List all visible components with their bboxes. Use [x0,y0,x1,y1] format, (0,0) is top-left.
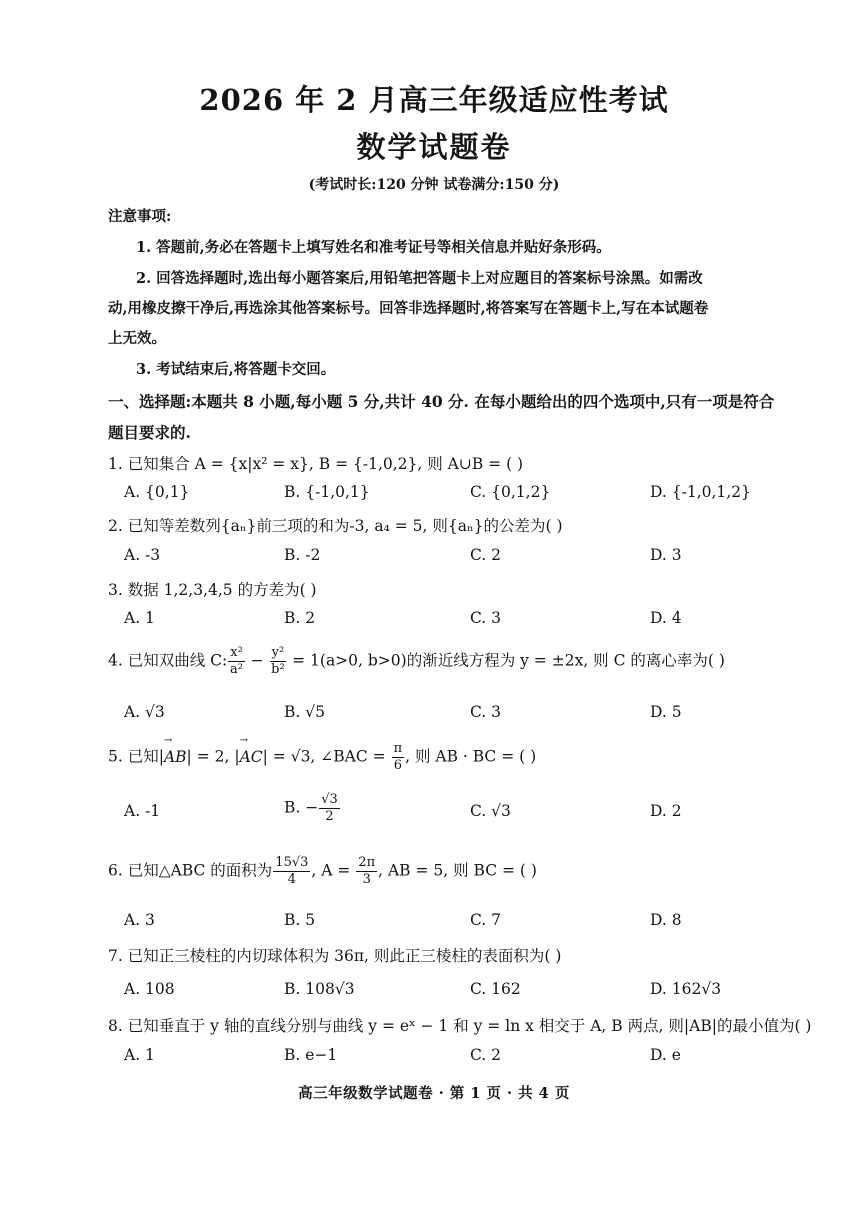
q6-frac2-den: 3 [362,872,371,887]
q3-option-a: A. 1 [124,609,155,627]
question-3-options [124,609,744,631]
q1-option-d: D. {-1,0,1,2} [650,483,751,501]
question-3-stem: 3. 数据 1,2,3,4,5 的方差为( ) [108,581,317,599]
question-2-stem: 2. 已知等差数列{aₙ}前三项的和为-3, a₄ = 5, 则{aₙ}的公差为( ) [108,517,563,535]
question-1-stem: 1. 已知集合 A = {x|x² = x}, B = {-1,0,2}, 则 A∪B = ( ) [108,455,524,473]
q5-vector-ab: → AB [164,748,187,766]
exam-subject: 数学试题卷 [356,130,512,164]
question-7-stem: 7. 已知正三棱柱的内切球体积为 36π, 则此正三棱柱的表面积为( ) [108,947,562,965]
q5-vector-ac: → AC [240,748,263,766]
q8-option-b: B. e−1 [284,1046,338,1064]
q5-option-b-num: √3 [321,792,338,807]
q4-frac2-den: b² [271,662,285,677]
q6-fraction-area [273,855,310,888]
q5-mid2: | = √3, ∠BAC = [262,747,391,766]
question-6-stem [108,855,537,888]
q7-option-a: A. 108 [124,980,175,998]
q2-option-c: C. 2 [470,546,502,564]
q7-option-d: D. 162√3 [650,980,722,998]
q4-minus: − [245,651,269,670]
q5-option-d: D. 2 [650,802,682,820]
question-7-options [124,980,744,1002]
q7-option-c: C. 162 [470,980,521,998]
section-heading-line-1: 一、选择题:本题共 8 小题,每小题 5 分,共计 40 分. 在每小题给出的四个选项中,只有一项是符合 [108,392,775,411]
q4-stem-post: = 1(a>0, b>0)的渐近线方程为 y = ±2x, 则 C 的离心率为( ) [287,651,725,670]
q5-option-c: C. √3 [470,802,511,820]
q2-option-a: A. -3 [124,546,161,564]
q5-frac-num: π [393,741,403,756]
q8-option-a: A. 1 [124,1046,155,1064]
question-8-options [124,1046,744,1068]
question-4-stem [108,645,725,678]
q7-option-b: B. 108√3 [284,980,355,998]
q5-option-b-fraction [319,792,340,825]
page-footer: 高三年级数学试题卷 · 第 1 页 · 共 4 页 [298,1085,570,1102]
q5-frac-den: 6 [393,758,402,773]
q5-option-b-pre: B. − [284,798,319,817]
question-8-stem: 8. 已知垂直于 y 轴的直线分别与曲线 y = eˣ − 1 和 y = ln x 相交于 A, B 两点, 则|AB|的最小值为( ) [108,1017,812,1035]
exam-info: (考试时长:120 分钟 试卷满分:150 分) [308,177,560,193]
q5-option-b-den: 2 [325,809,334,824]
q4-frac1-den: a² [230,662,243,677]
notice-heading: 注意事项: [108,208,172,225]
q4-option-d: D. 5 [650,703,682,721]
q4-frac1-num: x² [230,645,243,660]
q3-option-c: C. 3 [470,609,502,627]
q6-stem-post: , AB = 5, 则 BC = ( ) [378,861,537,880]
question-5-stem [108,741,536,774]
q8-option-d: D. e [650,1046,681,1064]
q5-stem-pre: 5. 已知| [108,747,164,766]
notice-item-3: 3. 考试结束后,将答题卡交回。 [136,361,336,378]
q4-option-c: C. 3 [470,703,502,721]
question-1-options [124,483,751,505]
question-4-options [124,703,744,725]
q4-frac2-num: y² [271,645,285,660]
q6-option-b: B. 5 [284,911,316,929]
question-6-options [124,911,744,933]
q5-option-b [284,792,341,825]
q6-mid: , A = [311,861,356,880]
q6-option-d: D. 8 [650,911,682,929]
q1-option-a: A. {0,1} [124,483,190,501]
q4-fraction-y [270,645,287,678]
q6-fraction-angle [356,855,377,888]
q4-option-a: A. √3 [124,703,165,721]
notice-item-2-line-2: 动,用橡皮擦干净后,再选涂其他答案标号。回答非选择题时,将答案写在答题卡上,写在本试题卷 [108,300,709,317]
question-5-options [124,792,744,824]
q6-frac2-num: 2π [358,855,376,870]
notice-item-2-line-3: 上无效。 [108,330,166,347]
q8-option-c: C. 2 [470,1046,502,1064]
notice-item-1: 1. 答题前,务必在答题卡上填写姓名和准考证号等相关信息并贴好条形码。 [136,239,611,256]
q5-mid1: | = 2, | [186,747,240,766]
section-heading-line-2: 题目要求的. [108,423,191,442]
q3-option-b: B. 2 [284,609,316,627]
q5-option-a: A. -1 [124,802,161,820]
q1-option-c: C. {0,1,2} [470,483,551,501]
q6-frac1-den: 4 [287,872,296,887]
q4-stem-pre: 4. 已知双曲线 C: [108,651,228,670]
exam-title: 2026 年 2 月高三年级适应性考试 [199,83,669,117]
q6-option-a: A. 3 [124,911,155,929]
question-2-options [124,546,744,568]
notice-item-2-line-1: 2. 回答选择题时,选出每小题答案后,用铅笔把答题卡上对应题目的答案标号涂黑。如需改 [136,270,703,287]
q6-stem-pre: 6. 已知△ABC 的面积为 [108,861,273,880]
q2-option-b: B. -2 [284,546,321,564]
q4-option-b: B. √5 [284,703,325,721]
q4-fraction-x [228,645,245,678]
q3-option-d: D. 4 [650,609,682,627]
q6-frac1-num: 15√3 [275,855,309,870]
q5-stem-post: , 则 AB · BC = ( ) [405,747,537,766]
q2-option-d: D. 3 [650,546,682,564]
q5-fraction [392,741,405,774]
q6-option-c: C. 7 [470,911,502,929]
q1-option-b: B. {-1,0,1} [284,483,370,501]
